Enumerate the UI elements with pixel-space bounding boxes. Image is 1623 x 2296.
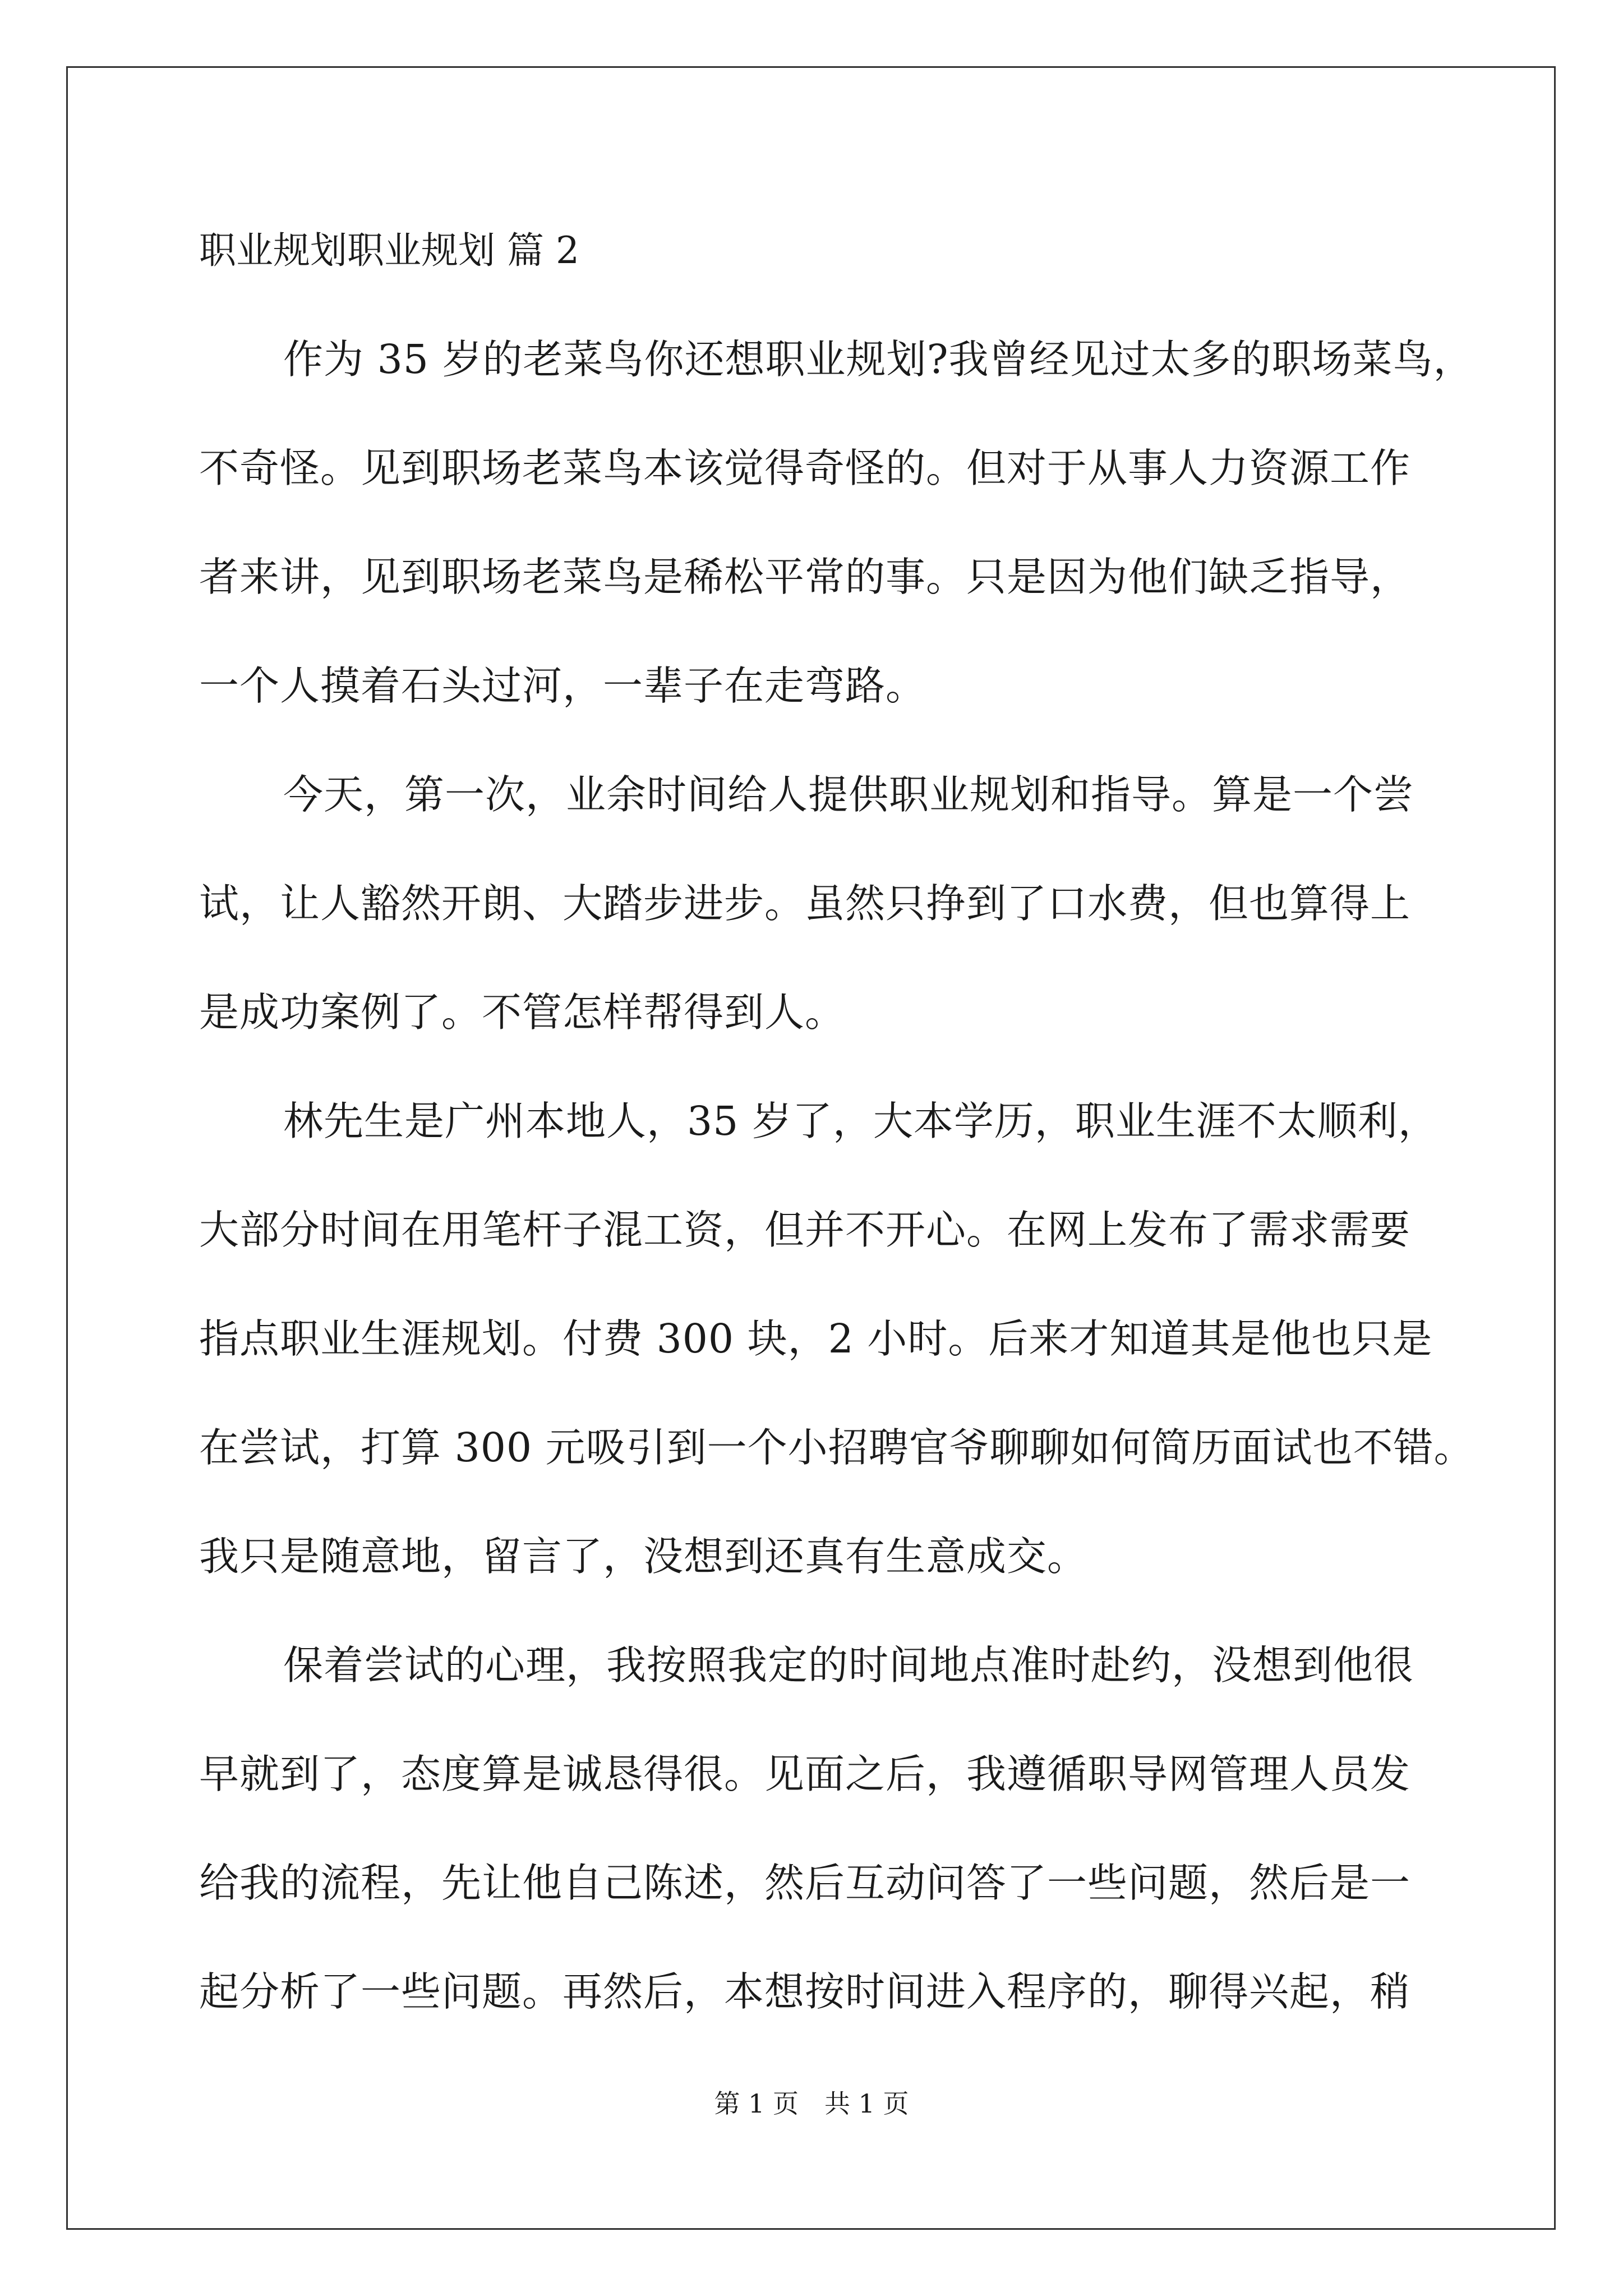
paragraph-4-line-4: 起分析了一些问题。再然后，本想按时间进入程序的，聊得兴起，稍 [199,1968,1411,2015]
paragraph-3-line-5: 我只是随意地，留言了，没想到还真有生意成交。 [199,1533,1088,1580]
paragraph-4-line-3: 给我的流程，先让他自己陈述，然后互动问答了一些问题，然后是一 [199,1860,1411,1906]
page-number-footer: 第 1 页 共 1 页 [714,2088,909,2119]
paragraph-1-line-3: 者来讲，见到职场老菜鸟是稀松平常的事。只是因为他们缺乏指导， [199,554,1411,600]
paragraph-1-line-1: 作为 35 岁的老菜鸟你还想职业规划?我曾经见过太多的职场菜鸟， [283,336,1474,383]
paragraph-1-line-4: 一个人摸着石头过河，一辈子在走弯路。 [199,662,926,709]
paragraph-2-line-3: 是成功案例了。不管怎样帮得到人。 [199,989,846,1036]
paragraph-3-line-2: 大部分时间在用笔杆子混工资，但并不开心。在网上发布了需求需要 [199,1207,1411,1253]
paragraph-2-line-1: 今天，第一次，业余时间给人提供职业规划和指导。算是一个尝 [283,771,1414,818]
paragraph-1-line-2: 不奇怪。见到职场老菜鸟本该觉得奇怪的。但对于从事人力资源工作 [199,445,1411,491]
paragraph-3-line-3: 指点职业生涯规划。付费 300 块，2 小时。后来才知道其是他也只是 [199,1315,1433,1362]
paragraph-4-line-1: 保着尝试的心理，我按照我定的时间地点准时赴约，没想到他很 [283,1642,1414,1688]
document-title: 职业规划职业规划 篇 2 [199,229,579,272]
paragraph-2-line-2: 试，让人豁然开朗、大踏步进步。虽然只挣到了口水费，但也算得上 [199,880,1411,927]
paragraph-3-line-1: 林先生是广州本地人，35 岁了，大本学历，职业生涯不太顺利， [283,1098,1438,1144]
paragraph-3-line-4: 在尝试，打算 300 元吸引到一个小招聘官爷聊聊如何简历面试也不错。 [199,1424,1474,1471]
paragraph-4-line-2: 早就到了，态度算是诚恳得很。见面之后，我遵循职导网管理人员发 [199,1751,1411,1797]
